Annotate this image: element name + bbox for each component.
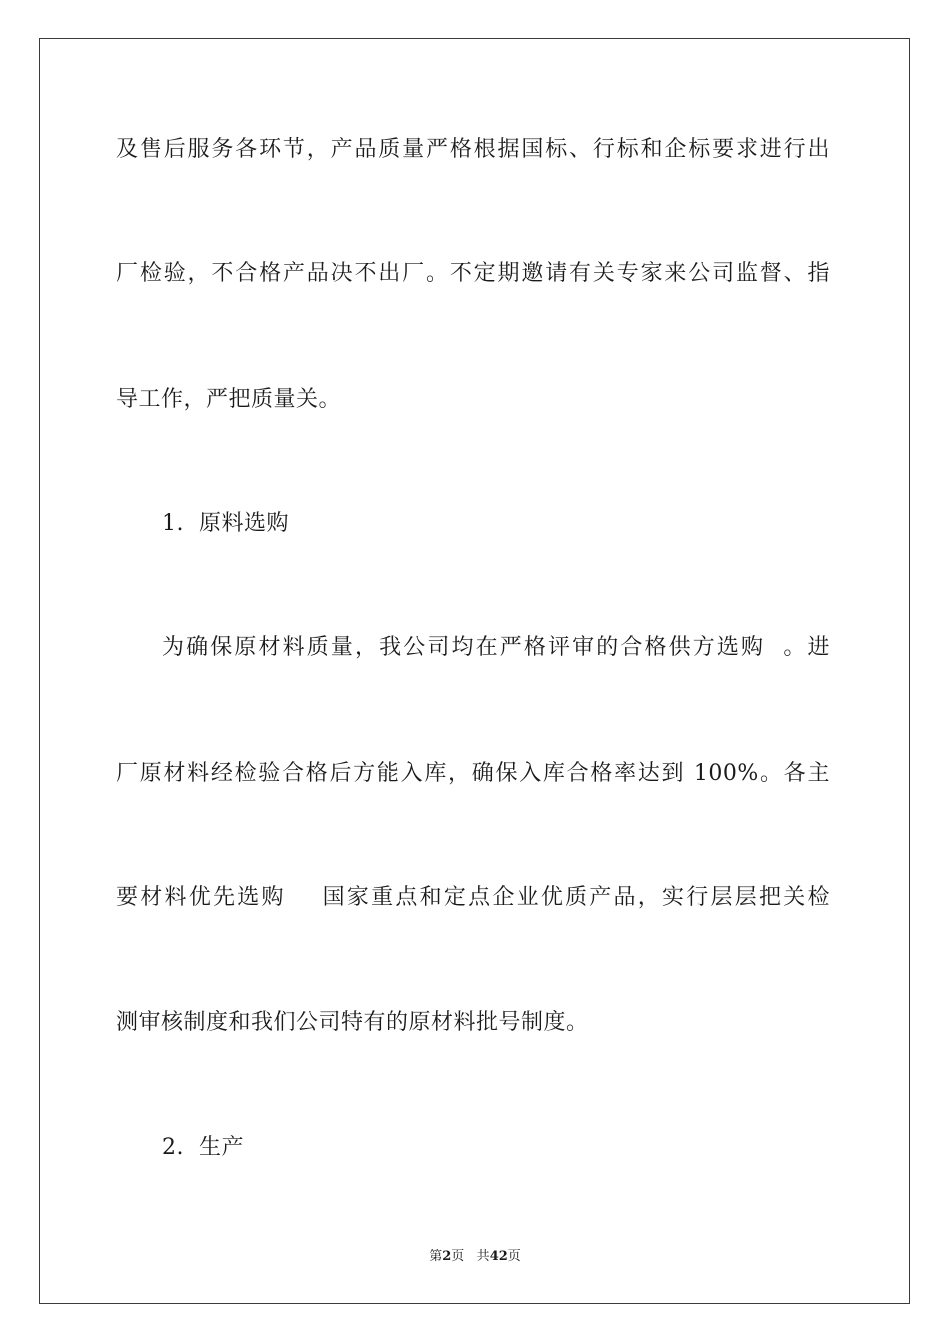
- page-footer: [0, 1248, 950, 1266]
- footer-total-suffix: 页: [507, 1249, 521, 1264]
- section-heading-2: 2. 生产: [162, 1135, 244, 1160]
- body-line-2: 厂检验，不合格产品决不出厂。不定期邀请有关专家来公司监督、指: [116, 261, 830, 286]
- body-line-5: 为确保原材料质量，我公司均在严格评审的合格供方选购 。进: [162, 635, 830, 660]
- body-line-3: 导工作，严把质量关。: [116, 387, 342, 412]
- section-heading-1: 1. 原料选购: [162, 511, 289, 536]
- footer-total-pages: 42: [489, 1249, 508, 1264]
- footer-page-prefix: 第: [429, 1249, 443, 1264]
- page-border: [39, 38, 910, 1304]
- footer-total-prefix: 共: [476, 1249, 490, 1264]
- body-line-6: 厂原材料经检验合格后方能入库，确保入库合格率达到 100%。各主: [116, 761, 830, 786]
- body-line-7: 要材料优先选购 国家重点和定点企业优质产品，实行层层把关检: [116, 885, 830, 910]
- body-line-1: 及售后服务各环节，产品质量严格根据国标、行标和企标要求进行出: [116, 137, 830, 162]
- footer-page-suffix: 页: [451, 1249, 465, 1264]
- footer-page-number: 2: [442, 1249, 452, 1264]
- body-line-8: 测审核制度和我们公司特有的原材料批号制度。: [116, 1010, 589, 1035]
